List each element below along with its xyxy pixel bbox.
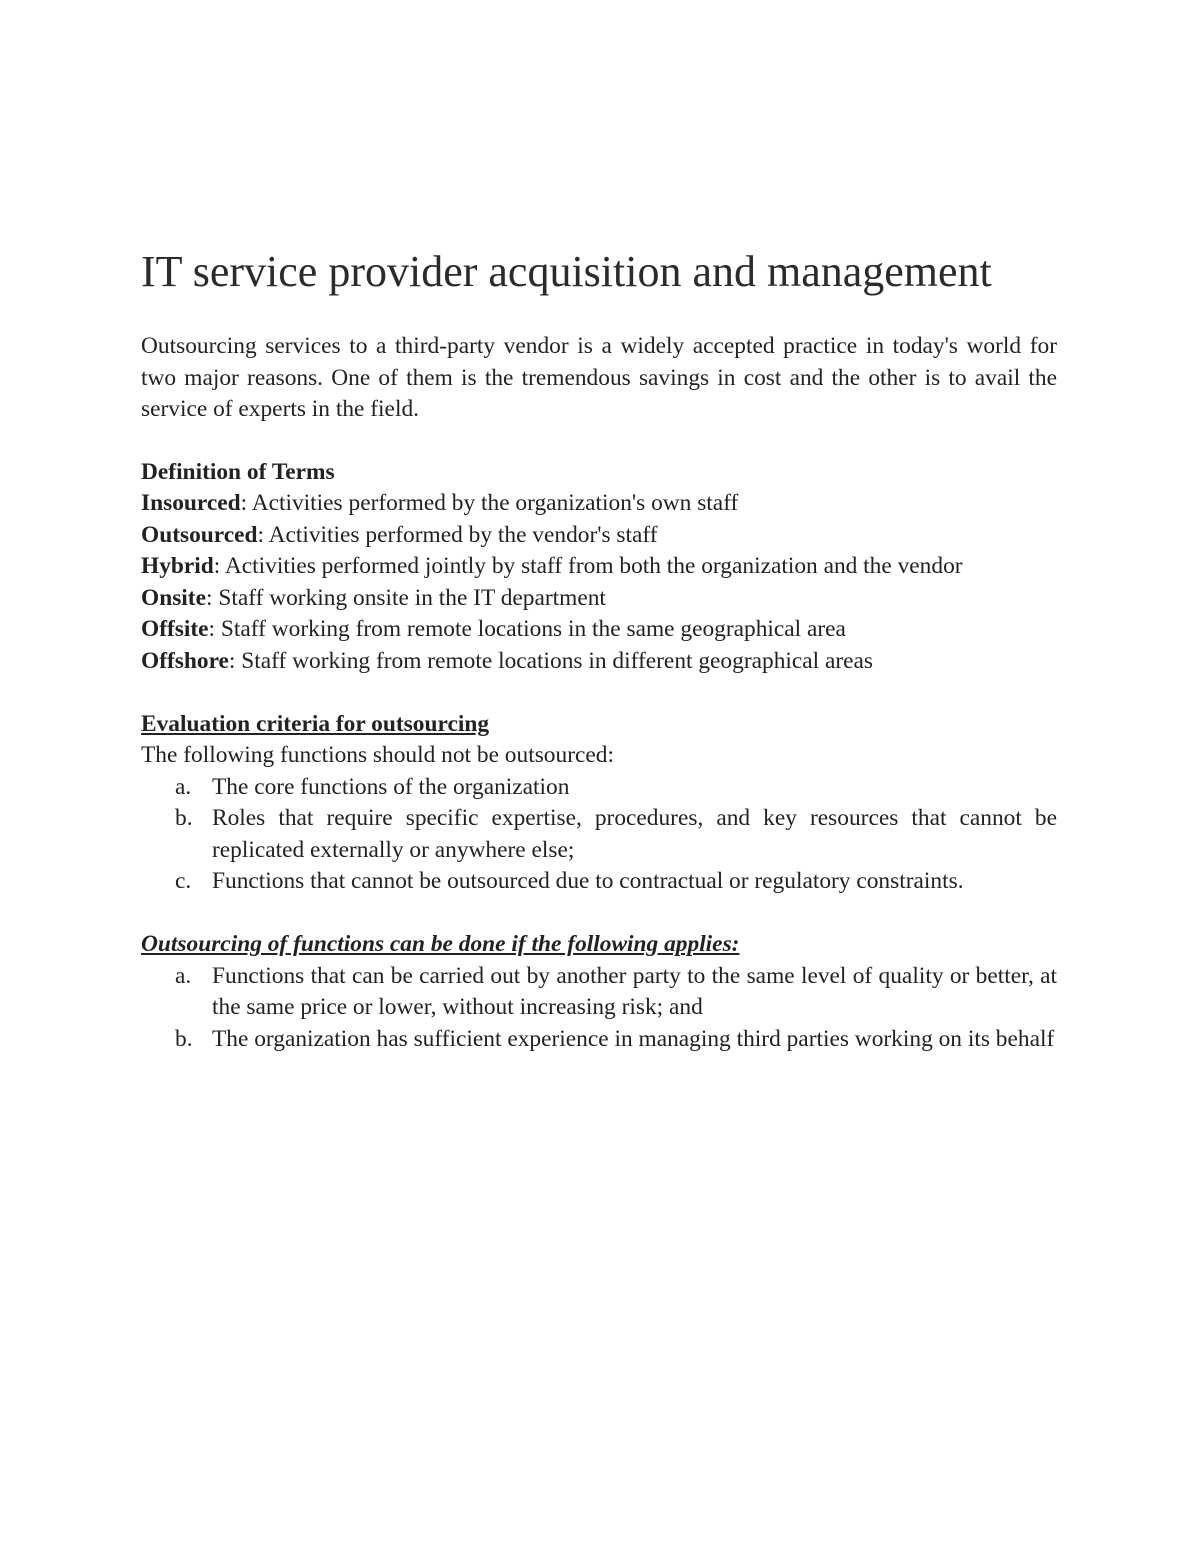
term-definition: : Staff working onsite in the IT department: [205, 584, 606, 611]
list-item-text: Functions that can be carried out by another party to the same level of quality or better, at the same price or lower, without increasing risk; and: [212, 962, 1057, 1020]
list-item-text: Roles that require specific expertise, procedures, and key resources that cannot be replicated externally or anywhere else;: [212, 805, 1057, 863]
definitions-heading: Definition of Terms: [141, 458, 335, 485]
term-offsite: [141, 614, 1057, 646]
spacer: [141, 677, 1057, 709]
intro-paragraph: Outsourcing services to a third-party vendor is a widely accepted practice in today's world for two major reasons. One of them is the tremendous savings in cost and the other is to avail the service of experts in the field.: [141, 333, 1057, 422]
term-name: Offshore: [141, 647, 229, 674]
term-outsourced: [141, 520, 1057, 552]
list-item: [141, 803, 1057, 866]
list-item: [141, 866, 1057, 898]
list-marker: b.: [175, 1025, 193, 1052]
list-item: [141, 1024, 1057, 1056]
term-name: Onsite: [141, 584, 206, 611]
term-hybrid: [141, 551, 1057, 583]
evaluation-lead: The following functions should not be outsourced:: [141, 742, 614, 768]
document-page: [141, 246, 1057, 1055]
list-item: [141, 961, 1057, 1024]
term-name: Outsourced: [141, 521, 258, 548]
document-title: IT service provider acquisition and management: [141, 247, 992, 296]
term-definition: : Activities performed by the organization's own staff: [240, 490, 739, 516]
list-item-text: The core functions of the organization: [212, 773, 570, 800]
term-onsite: [141, 583, 1057, 615]
list-marker: a.: [175, 773, 192, 800]
term-definition: : Staff working from remote locations in different geographical areas: [228, 647, 874, 674]
applies-list: [141, 961, 1057, 1056]
term-insourced: [141, 488, 1057, 520]
evaluation-heading: Evaluation criteria for outsourcing: [141, 710, 490, 737]
list-marker: a.: [175, 962, 192, 989]
list-item-text: Functions that cannot be outsourced due to contractual or regulatory constraints.: [212, 868, 964, 894]
list-marker: c.: [175, 868, 192, 894]
term-offshore: [141, 646, 1057, 678]
list-item-text: The organization has sufficient experience in managing third parties working on its behalf: [212, 1025, 1055, 1052]
evaluation-list: [141, 772, 1057, 898]
applies-heading: Outsourcing of functions can be done if the following applies:: [141, 931, 740, 957]
list-marker: b.: [175, 805, 193, 831]
term-definition: : Staff working from remote locations in the same geographical area: [208, 616, 846, 642]
term-definition: : Activities performed by the vendor's staff: [257, 521, 658, 548]
term-name: Offsite: [141, 616, 209, 642]
term-definition: : Activities performed jointly by staff from both the organization and the vendor: [213, 553, 963, 579]
term-name: Hybrid: [141, 553, 214, 579]
spacer: [141, 898, 1057, 930]
term-name: Insourced: [141, 490, 241, 516]
list-item: [141, 772, 1057, 804]
